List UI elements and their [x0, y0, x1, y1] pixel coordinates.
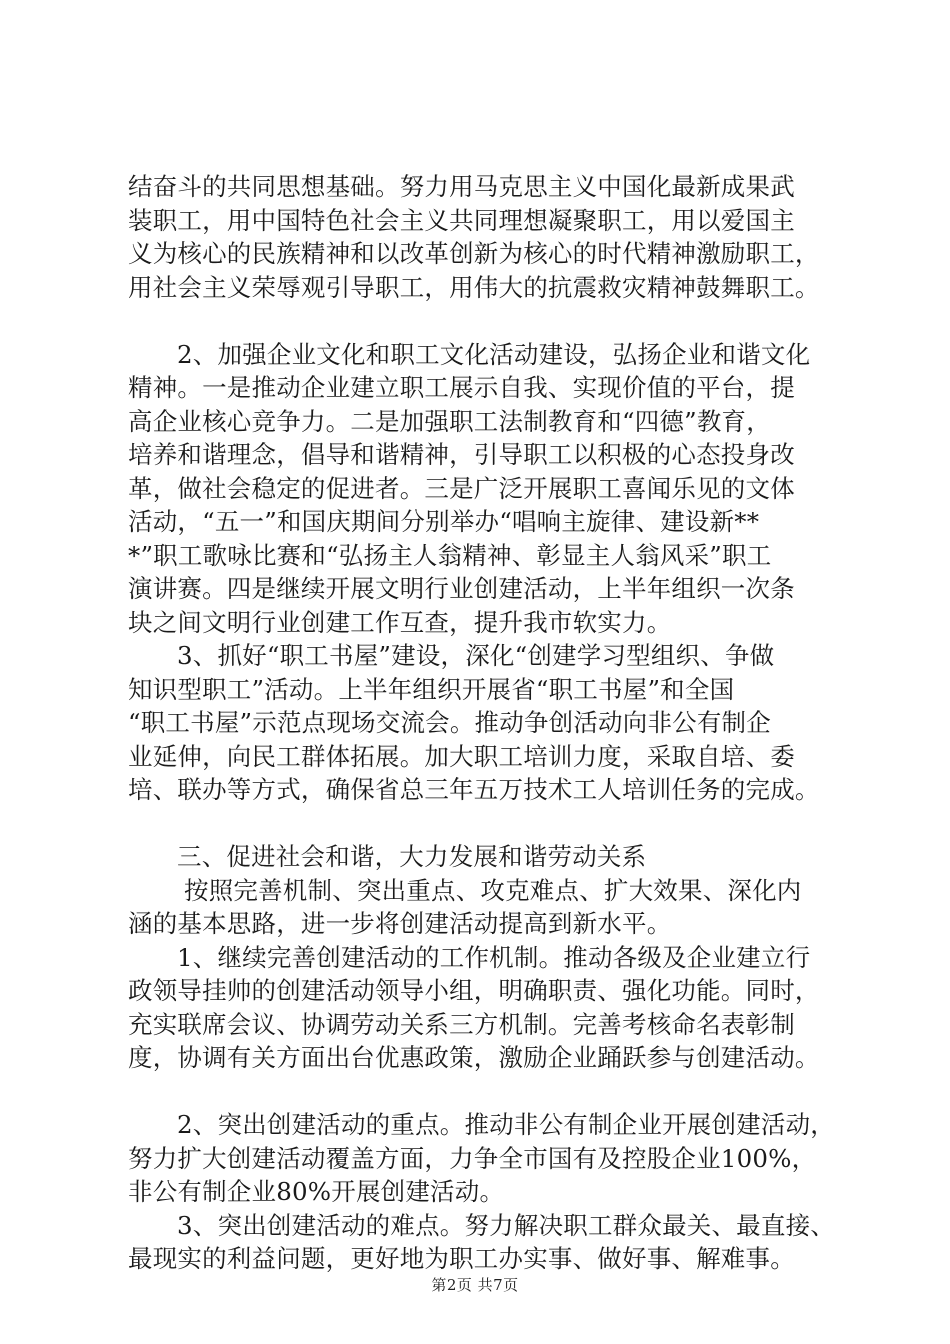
text-line: 活动，“五一”和国庆期间分别举办“唱响主旋律、建设新**	[128, 507, 760, 536]
text-line: 努力扩大创建活动覆盖方面，力争全市国有及控股企业100%，	[128, 1143, 817, 1173]
text-line: 充实联席会议、协调劳动关系三方机制。完善考核命名表彰制	[128, 1009, 795, 1039]
text-line: *”职工歌咏比赛和“弘扬主人翁精神、彰显主人翁风采”职工	[128, 540, 772, 570]
text-line: 涵的基本思路，进一步将创建活动提高到新水平。	[128, 909, 672, 938]
text-line: 块之间文明行业创建工作互查，提升我市软实力。	[128, 607, 672, 637]
text-line: 演讲赛。四是继续开展文明行业创建活动，上半年组织一次条	[128, 574, 795, 603]
text-line: 3、抓好“职工书屋”建设，深化“创建学习型组织、争做	[177, 641, 775, 670]
text-line: 装职工，用中国特色社会主义共同理想凝聚职工，用以爱国主	[128, 205, 795, 235]
text-line: 度，协调有关方面出台优惠政策，激励企业踊跃参与创建活动。	[128, 1043, 820, 1072]
text-line: 知识型职工”活动。上半年组织开展省“职工书屋”和全国	[128, 674, 735, 704]
page-number-footer: 第2页 共7页	[431, 1276, 519, 1294]
text-line: 政领导挂帅的创建活动领导小组，明确职责、强化功能。同时，	[128, 976, 820, 1005]
paragraph-gap	[128, 304, 850, 338]
text-line: 最现实的利益问题，更好地为职工办实事、做好事、解难事。	[128, 1244, 795, 1273]
text-line: 2、加强企业文化和职工文化活动建设，弘扬企业和谐文化	[177, 339, 811, 369]
text-line: 按照完善机制、突出重点、攻克难点、扩大效果、深化内	[184, 875, 802, 905]
text-line: 业延伸，向民工群体拓展。加大职工培训力度，采取自培、委	[128, 741, 795, 771]
text-line: 1、继续完善创建活动的工作机制。推动各级及企业建立行	[177, 942, 811, 972]
text-line: 培养和谐理念，倡导和谐精神，引导职工以积极的心态投身改	[128, 440, 795, 469]
text-line: 用社会主义荣辱观引导职工，用伟大的抗震救灾精神鼓舞职工。	[128, 272, 820, 302]
section-heading: 三、促进社会和谐，大力发展和谐劳动关系	[177, 842, 647, 871]
text-line: 结奋斗的共同思想基础。努力用马克思主义中国化最新成果武	[128, 172, 795, 201]
paragraph-gap	[128, 1075, 850, 1109]
paragraph-gap	[128, 807, 850, 841]
text-line: 义为核心的民族精神和以改革创新为核心的时代精神激励职工，	[128, 239, 820, 268]
text-line: 2、突出创建活动的重点。推动非公有制企业开展创建活动，	[177, 1110, 835, 1139]
text-line: “职工书屋”示范点现场交流会。推动争创活动向非公有制企	[128, 708, 771, 737]
text-line: 精神。一是推动企业建立职工展示自我、实现价值的平台，提	[128, 373, 795, 402]
text-line: 革，做社会稳定的促进者。三是广泛开展职工喜闻乐见的文体	[128, 473, 795, 503]
text-line: 培、联办等方式，确保省总三年五万技术工人培训任务的完成。	[128, 775, 820, 804]
text-line: 高企业核心竞争力。二是加强职工法制教育和“四德”教育，	[128, 406, 771, 436]
text-line: 非公有制企业80%开展创建活动。	[128, 1177, 505, 1206]
text-line: 3、突出创建活动的难点。努力解决职工群众最关、最直接、	[177, 1210, 835, 1240]
body-text	[128, 170, 850, 1276]
